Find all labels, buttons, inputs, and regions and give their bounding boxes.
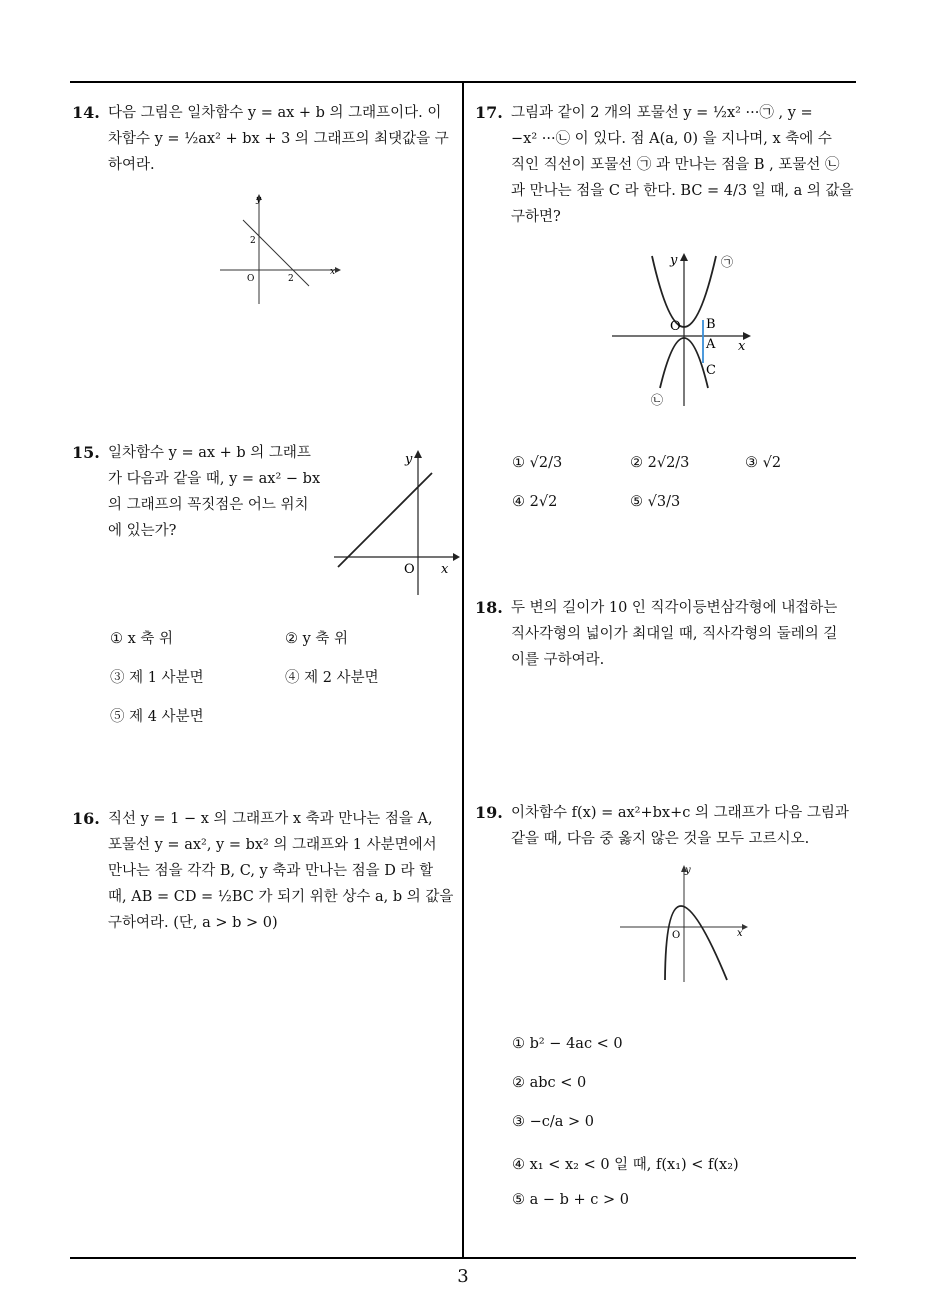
option-5[interactable]: ⑤ √3/3 <box>630 494 681 510</box>
problem-text-line: 의 그래프의 꼭짓점은 어느 위치 <box>108 497 309 513</box>
problem-text-line: 차함수 y = ½ax² + bx + 3 의 그래프의 최댓값을 구 <box>108 131 449 147</box>
problem-text-line: 다음 그림은 일차함수 y = ax + b 의 그래프이다. 이 <box>108 105 442 121</box>
problem-text-line: 과 만나는 점을 C 라 한다. BC = 4/3 일 때, a 의 값을 <box>511 183 854 199</box>
problem-text-line: 하여라. <box>108 157 155 173</box>
problem-text-line: 직사각형의 넓이가 최대일 때, 직사각형의 둘레의 길 <box>511 626 838 642</box>
graph-17 <box>610 248 770 408</box>
point-c-label: C <box>706 363 716 378</box>
point-b-label: B <box>706 317 716 332</box>
problem-text-line: 직선 y = 1 − x 의 그래프가 x 축과 만나는 점을 A, <box>108 811 433 827</box>
origin-label: O <box>672 930 681 941</box>
option-1[interactable]: ① x 축 위 <box>110 631 174 647</box>
origin-label: O <box>247 274 255 284</box>
graph-14 <box>215 188 345 308</box>
column-divider <box>462 81 464 1259</box>
y-axis-label: y <box>670 253 678 268</box>
x-axis-label: x <box>737 928 743 939</box>
problem-text-line: 가 다음과 같을 때, y = ax² − bx <box>108 471 321 487</box>
option-2[interactable]: ② y 축 위 <box>285 631 349 647</box>
option-1[interactable]: ① b² − 4ac < 0 <box>512 1036 623 1052</box>
y-axis-label: y <box>256 195 262 205</box>
problem-text-line: 에 있는가? <box>108 523 177 539</box>
option-5[interactable]: ⑤ a − b + c > 0 <box>512 1192 629 1208</box>
page-number: 3 <box>457 1266 469 1287</box>
problem-text-line: 때, AB = CD = ½BC 가 되기 위한 상수 a, b 의 값을 <box>108 889 454 905</box>
bottom-rule <box>70 1257 856 1259</box>
option-3[interactable]: ③ −c/a > 0 <box>512 1114 595 1130</box>
graph-15 <box>332 445 462 597</box>
y-axis-label: y <box>405 452 413 467</box>
problem-number: 19. <box>475 803 503 822</box>
problem-number: 14. <box>72 103 100 122</box>
origin-label: O <box>404 562 415 577</box>
problem-number: 15. <box>72 443 100 462</box>
x-axis-label: x <box>330 267 336 277</box>
option-2[interactable]: ② 2√2/3 <box>630 455 690 471</box>
problem-text-line: 직인 직선이 포물선 ㉠ 과 만나는 점을 B , 포물선 ㉡ <box>511 157 840 173</box>
option-5[interactable]: ⑤ 제 4 사분면 <box>110 709 204 725</box>
x-axis-label: x <box>738 339 746 354</box>
x-axis-label: x <box>441 562 449 577</box>
problem-text-line: 같을 때, 다음 중 옳지 않은 것을 모두 고르시오. <box>511 831 810 847</box>
problem-number: 18. <box>475 598 503 617</box>
problem-text-line: 그림과 같이 2 개의 포물선 y = ½x² ···㉠ , y = <box>511 105 813 121</box>
problem-number: 17. <box>475 103 503 122</box>
problem-text-line: 포물선 y = ax², y = bx² 의 그래프와 1 사분면에서 <box>108 837 437 853</box>
curve-1-label: ㉠ <box>721 255 734 269</box>
y-intercept-label: 2 <box>250 236 256 246</box>
problem-text-line: 만나는 점을 각각 B, C, y 축과 만나는 점을 D 라 할 <box>108 863 434 879</box>
option-1[interactable]: ① √2/3 <box>512 455 563 471</box>
problem-text-line: 구하여라. (단, a > b > 0) <box>108 915 278 931</box>
curve-2-label: ㉡ <box>651 393 664 407</box>
option-4[interactable]: ④ 2√2 <box>512 494 558 510</box>
option-4[interactable]: ④ x₁ < x₂ < 0 일 때, f(x₁) < f(x₂) <box>512 1157 739 1173</box>
problem-text-line: 두 변의 길이가 10 인 직각이등변삼각형에 내접하는 <box>511 600 838 616</box>
problem-text-line: 일차함수 y = ax + b 의 그래프 <box>108 445 311 461</box>
option-3[interactable]: ③ 제 1 사분면 <box>110 670 204 686</box>
problem-text-line: 이차함수 f(x) = ax²+bx+c 의 그래프가 다음 그림과 <box>511 805 849 821</box>
graph-19 <box>617 860 752 985</box>
problem-text-line: 이를 구하여라. <box>511 652 605 668</box>
option-2[interactable]: ② abc < 0 <box>512 1075 587 1091</box>
problem-number: 16. <box>72 809 100 828</box>
problem-text-line: 구하면? <box>511 209 561 225</box>
problem-text-line: −x² ···㉡ 이 있다. 점 A(a, 0) 을 지나며, x 축에 수 <box>511 131 832 147</box>
option-3[interactable]: ③ √2 <box>745 455 782 471</box>
option-4[interactable]: ④ 제 2 사분면 <box>285 670 379 686</box>
y-axis-label: y <box>685 865 691 876</box>
x-intercept-label: 2 <box>288 274 294 284</box>
point-a-label: A <box>706 337 716 352</box>
origin-label: O <box>670 319 681 334</box>
